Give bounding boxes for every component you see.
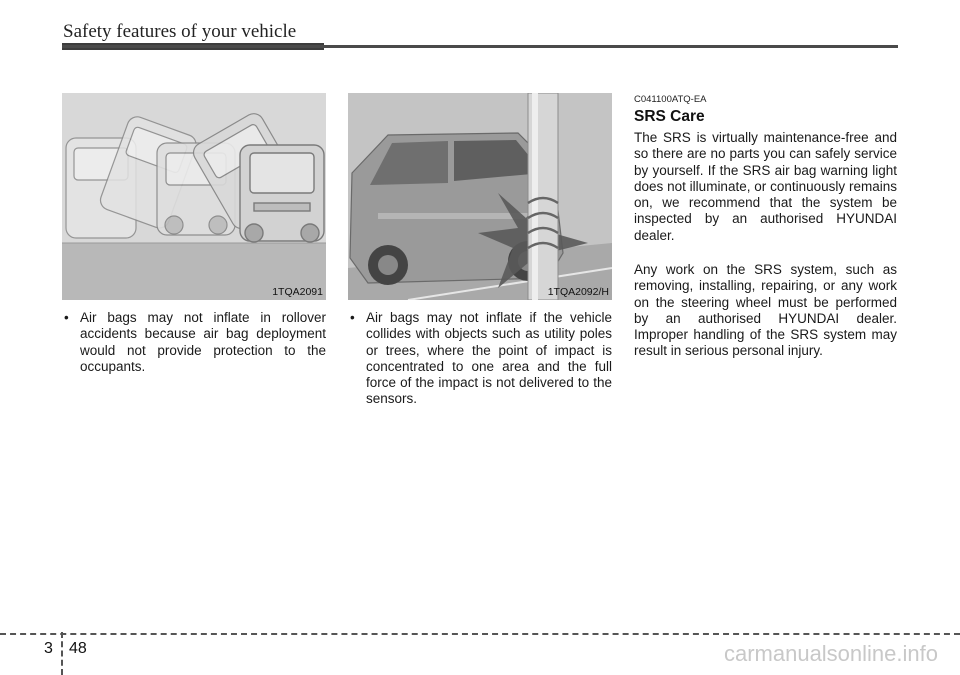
footer-page-divider bbox=[61, 632, 63, 675]
rollover-vehicle-illustration bbox=[62, 93, 326, 300]
section-paragraph: The SRS is virtually maintenance-free and so there are no parts you can safely service by yourself. If the SRS air bag warning light does not illuminate, or continuously remains on, we recommend that the system be inspected by an authorised HYUNDAI dealer. bbox=[634, 130, 897, 243]
page-number: 48 bbox=[69, 640, 87, 657]
bullet-text: Air bags may not inflate in rollover accidents because air bag deployment would not provide protection to the occupants. bbox=[80, 310, 326, 374]
figure-rollover bbox=[62, 93, 326, 300]
bullet-rollover bbox=[64, 310, 326, 375]
page-header-title: Safety features of your vehicle bbox=[63, 21, 297, 42]
bullet-mark: • bbox=[64, 310, 69, 325]
van-pole-impact-illustration bbox=[348, 93, 612, 300]
figure-code: 1TQA2091 bbox=[272, 286, 323, 298]
bullet-text: Air bags may not inflate if the vehicle collides with objects such as utility poles or trees, where the point of impact is concentrated to one area and the full force of the impact is not delivered to the sensors. bbox=[366, 310, 612, 407]
figure-pole-impact bbox=[348, 93, 612, 300]
page-chapter-number: 3 bbox=[44, 640, 53, 657]
section-ref-code: C041100ATQ-EA bbox=[634, 94, 707, 105]
header-divider bbox=[62, 45, 898, 48]
bullet-pole-impact bbox=[350, 310, 612, 408]
bullet-mark: • bbox=[350, 310, 355, 325]
figure-code: 1TQA2092/H bbox=[547, 286, 609, 298]
watermark: carmanualsonline.info bbox=[723, 641, 938, 666]
section-title: SRS Care bbox=[634, 108, 705, 125]
section-paragraph: Any work on the SRS system, such as removing, installing, repairing, or any work on the steering wheel must be performed by an authorised HYUNDAI dealer. Improper handling of the SRS system may result in serious personal injury. bbox=[634, 262, 897, 359]
footer-divider bbox=[0, 633, 960, 635]
